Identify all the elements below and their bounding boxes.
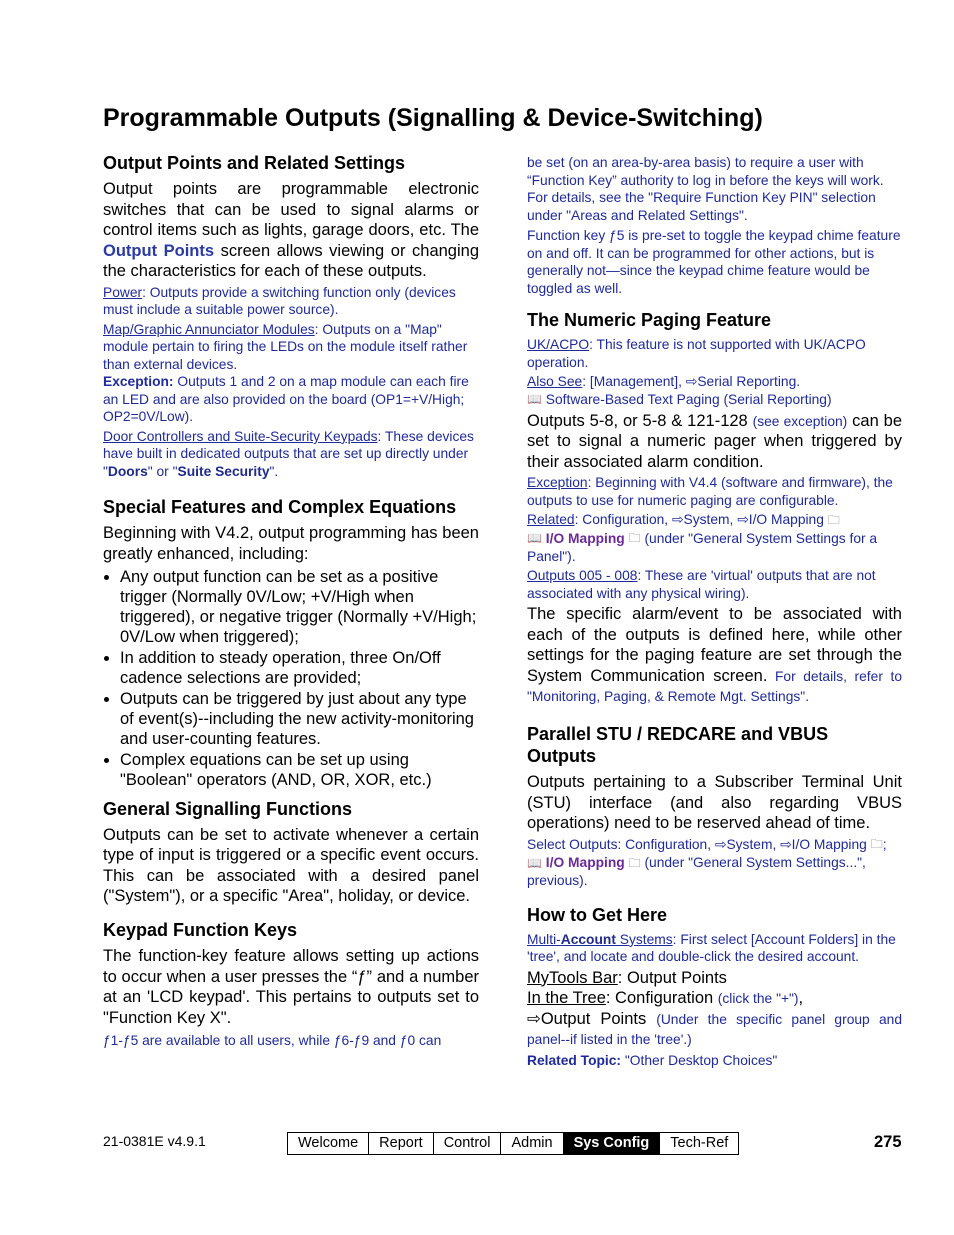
output-points-line [527, 1009, 902, 1050]
text: Account [560, 931, 616, 947]
tab-admin[interactable]: Admin [501, 1133, 563, 1154]
right-column [527, 154, 902, 1069]
see-exception-note: (see exception) [752, 413, 848, 429]
output-points-paragraph [103, 179, 479, 282]
tab-welcome[interactable]: Welcome [288, 1133, 369, 1154]
folder-icon: 🗀 [827, 513, 840, 527]
text: Multi- [527, 931, 561, 947]
text[interactable]: : Output Points [617, 968, 727, 987]
book-icon: 📖 [527, 531, 542, 546]
tab-control[interactable]: Control [434, 1133, 502, 1154]
document-id: 21-0381E v4.9.1 [103, 1133, 206, 1149]
folder-icon: 🗀 [628, 531, 641, 546]
tab-tech-ref[interactable]: Tech-Ref [670, 1135, 729, 1151]
related-topic-line [527, 1052, 902, 1070]
text: ". [269, 463, 279, 479]
text: (under "General System Settings for a Panel"). [527, 530, 878, 564]
exception-label: Exception [527, 475, 588, 491]
text[interactable]: : Configuration, ⇨System, ⇨I/O Mapping [574, 512, 824, 528]
text: : First select [Account Folders] in the 'tree', and locate and double-click the desired account. [527, 931, 896, 965]
keypad-note: ƒ1-ƒ5 are available to all users, while ƒ6-ƒ9 and ƒ0 can [103, 1033, 442, 1049]
text: : These devices have built in dedicated outputs that are set up directly under " [103, 428, 474, 479]
list-item: • Complex equations can be set up using "Boolean" operators (AND, OR, XOR, etc.) [120, 750, 479, 790]
also-see-note [527, 373, 902, 391]
book-icon: 📖 [527, 392, 542, 407]
section-heading-output-points: Output Points and Related Settings [103, 153, 406, 173]
outputs-005-label: Outputs 005 - 008 [527, 568, 638, 584]
io-mapping-link[interactable]: I/O Mapping [545, 854, 625, 870]
text: " or " [147, 463, 178, 479]
text: : This feature is not supported with UK/ACPO operation. [527, 337, 866, 370]
section-heading-howto: How to Get Here [527, 904, 668, 925]
text: Software-Based Text Paging (Serial Reporting) [541, 391, 832, 407]
keypad-paragraph: The function-key feature allows setting up actions to occur when a user presses the “ƒ” and a number at an 'LCD keypad'. This pertains to outputs set to "Function Key X". [103, 947, 479, 1027]
ukacpo-label: UK/ACPO [527, 337, 590, 352]
related-topic-label: Related Topic: [527, 1052, 622, 1068]
section-heading-keypad: Keypad Function Keys [103, 920, 298, 941]
f5-note: Function key ƒ5 is pre-set to toggle the keypad chime feature on and off. It can be programmed for other actions, but is generally not—since the keypad chime feature would be toggled as well. [527, 228, 901, 296]
power-note [103, 284, 479, 319]
left-column [103, 152, 479, 1050]
tree-note: (click the "+") [717, 991, 799, 1007]
mytools-label: MyTools Bar [527, 968, 618, 987]
text[interactable]: ⇨Output Points [527, 1009, 657, 1028]
ukacpo-note [527, 336, 902, 371]
also-see-label: Also See [527, 374, 583, 389]
details-note: For details, refer to "Monitoring, Paging, & Remote Mgt. Settings". [527, 668, 902, 705]
text: Output points are programmable electronic switches that can be used to signal alarms or control items such as lights, garage doors, etc. The [103, 180, 479, 240]
book-reference[interactable] [527, 391, 902, 409]
multi-account-note [527, 931, 902, 966]
text: : These are 'virtual' outputs that are not associated with any physical wiring). [527, 568, 876, 601]
list-item: • In addition to steady operation, three On/Off cadence selections are provided; [120, 648, 479, 688]
map-note [103, 321, 479, 374]
folder-icon: 🗀 [870, 837, 883, 852]
door-label: Door Controllers and Suite-Security Keypads [103, 428, 378, 444]
page-title: Programmable Outputs (Signalling & Device-Switching) [103, 104, 763, 132]
related-note [527, 511, 902, 565]
text: can be set to signal a numeric pager when triggered by their associated alarm condition. [527, 411, 902, 471]
mytools-line [527, 968, 902, 989]
specific-paragraph [527, 604, 902, 707]
select-outputs-note [527, 836, 902, 890]
text: (under "General System Settings...", previous). [527, 854, 866, 889]
book-icon: 📖 [527, 855, 542, 870]
text[interactable]: "Other Desktop Choices" [621, 1052, 778, 1068]
feature-list [103, 567, 479, 790]
output-points-note: (Under the specific panel group and panel--if listed in the 'tree'.) [527, 1011, 902, 1048]
map-label: Map/Graphic Annunciator Modules [103, 321, 315, 337]
special-paragraph: Beginning with V4.2, output programming has been greatly enhanced, including: [103, 524, 479, 564]
output-points-link[interactable]: Output Points [103, 241, 215, 260]
tab-report[interactable]: Report [369, 1133, 434, 1154]
text[interactable]: : Configuration [605, 989, 718, 1008]
general-paragraph: Outputs can be set to activate whenever a certain type of input is triggered or a specific event occurs. This can be associated with a desired panel ("System"), or a specific "Area", holiday, or device. [103, 825, 479, 906]
footer-nav [287, 1132, 739, 1155]
text: The specific alarm/event to be associated with each of the outputs is defined here, while other settings for the paging feature are set through the System Communication screen. [527, 605, 902, 685]
function-key-note: be set (on an area-by-area basis) to require a user with “Function Key” authority to log in before the keys will work. For details, see the "Require Function Key PIN" selection under "Areas and Related Settings". [527, 155, 884, 223]
outputs-005-note [527, 567, 902, 602]
door-note [103, 428, 479, 481]
list-item: • Outputs can be triggered by just about any type of event(s)--including the new activity-monitoring and user-counting features. [120, 689, 479, 749]
text: ; [882, 836, 887, 852]
doors-link[interactable]: Doors [107, 463, 148, 479]
text: : Outputs provide a switching function only (devices must include a suitable power source). [103, 284, 456, 318]
section-heading-parallel: Parallel STU / REDCARE and VBUS Outputs [527, 724, 829, 767]
list-item: • Any output function can be set as a positive trigger (Normally 0V/Low; +V/High when triggered), or negative trigger (Normally +V/High; 0V/Low when triggered); [120, 567, 479, 647]
text: , [798, 989, 804, 1008]
section-heading-general: General Signalling Functions [103, 798, 353, 819]
power-label: Power [103, 284, 143, 300]
text: : Outputs on a "Map" module pertain to firing the LEDs on the module itself rather than external devices. [103, 321, 468, 372]
text: Outputs 5-8, or 5-8 & 121-128 [527, 411, 753, 430]
tree-line [527, 988, 902, 1009]
tab-sys-config[interactable]: Sys Config [564, 1133, 661, 1154]
page-number: 275 [874, 1133, 902, 1151]
suite-security-link[interactable]: Suite Security [177, 463, 270, 479]
section-heading-paging: The Numeric Paging Feature [527, 310, 772, 330]
text: screen allows viewing or changing the characteristics for each of these outputs. [103, 241, 479, 281]
section-heading-special: Special Features and Complex Equations [103, 497, 457, 518]
folder-icon: 🗀 [628, 855, 641, 870]
exception-note [527, 474, 902, 509]
text[interactable]: : [Management], ⇨Serial Reporting. [582, 374, 801, 389]
related-label: Related [527, 512, 575, 528]
exception-note [103, 373, 479, 426]
io-mapping-link[interactable]: I/O Mapping [545, 530, 625, 546]
exception-label: Exception: [103, 374, 174, 390]
text[interactable]: Select Outputs: Configuration, ⇨System, ⇨I/O Mapping [527, 836, 867, 852]
multi-account-label [527, 932, 673, 947]
outputs-paragraph [527, 411, 902, 473]
text: Outputs 1 and 2 on a map module can each fire an LED and are also provided on the board (OP1=+V/High; OP2=0V/Low). [103, 374, 469, 425]
text: : Beginning with V4.4 (software and firmware), the outputs to use for numeric paging are configurable. [527, 475, 893, 508]
parallel-paragraph: Outputs pertaining to a Subscriber Terminal Unit (STU) interface (and also regarding VBUS operations) need to be reserved ahead of time. [527, 773, 902, 833]
text: Systems [615, 931, 673, 947]
tree-label: In the Tree [527, 989, 606, 1008]
